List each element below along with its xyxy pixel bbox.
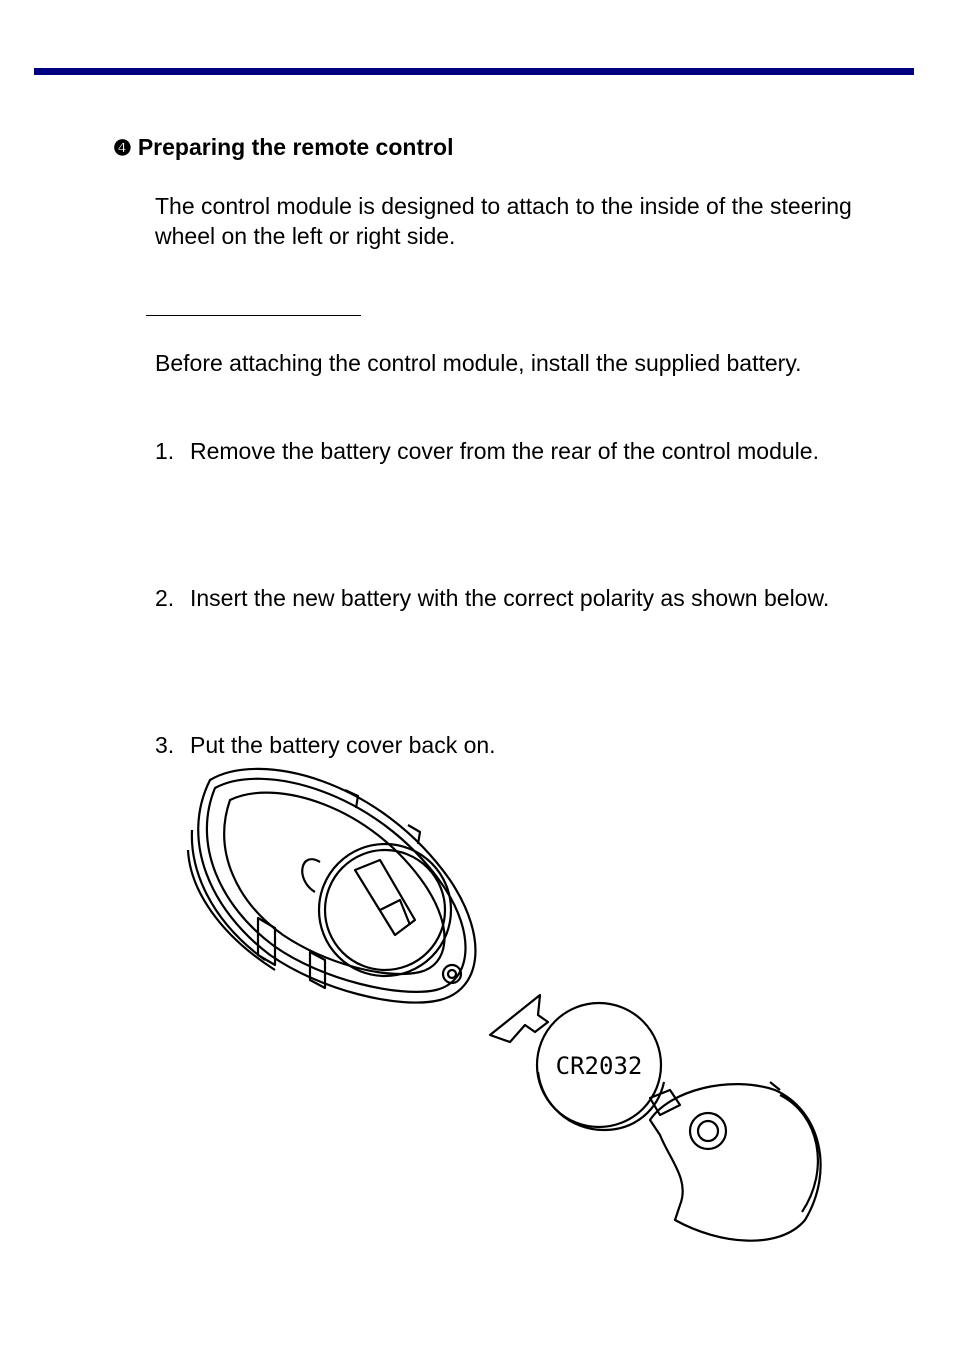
step-1 (155, 436, 855, 466)
step-number: 2. (155, 585, 175, 611)
step-text: Remove the battery cover from the rear of the control module. (190, 438, 819, 464)
step-text: Insert the new battery with the correct polarity as shown below. (190, 585, 830, 611)
header-rule (34, 68, 914, 75)
insert-arrow-icon (490, 995, 548, 1042)
section-number-icon: ❹ (113, 137, 132, 160)
intro-paragraph: The control module is designed to attach to the inside of the steering wheel on the left or right side. (155, 193, 852, 249)
step-text: Put the battery cover back on. (190, 732, 496, 758)
battery-install-illustration (180, 760, 840, 1250)
control-module-icon (188, 769, 475, 1003)
section-title: Preparing the remote control (137, 134, 454, 160)
step-2 (155, 583, 855, 613)
battery-cover-icon (650, 1082, 821, 1241)
section-heading (113, 134, 454, 161)
battery-intro-paragraph: Before attaching the control module, install the supplied battery. (155, 350, 802, 376)
subsection-rule (146, 315, 361, 316)
step-number: 1. (155, 438, 175, 464)
step-number: 3. (155, 732, 175, 758)
coin-battery-icon (537, 1003, 664, 1130)
step-3 (155, 730, 855, 760)
battery-label: CR2032 (555, 1052, 643, 1080)
